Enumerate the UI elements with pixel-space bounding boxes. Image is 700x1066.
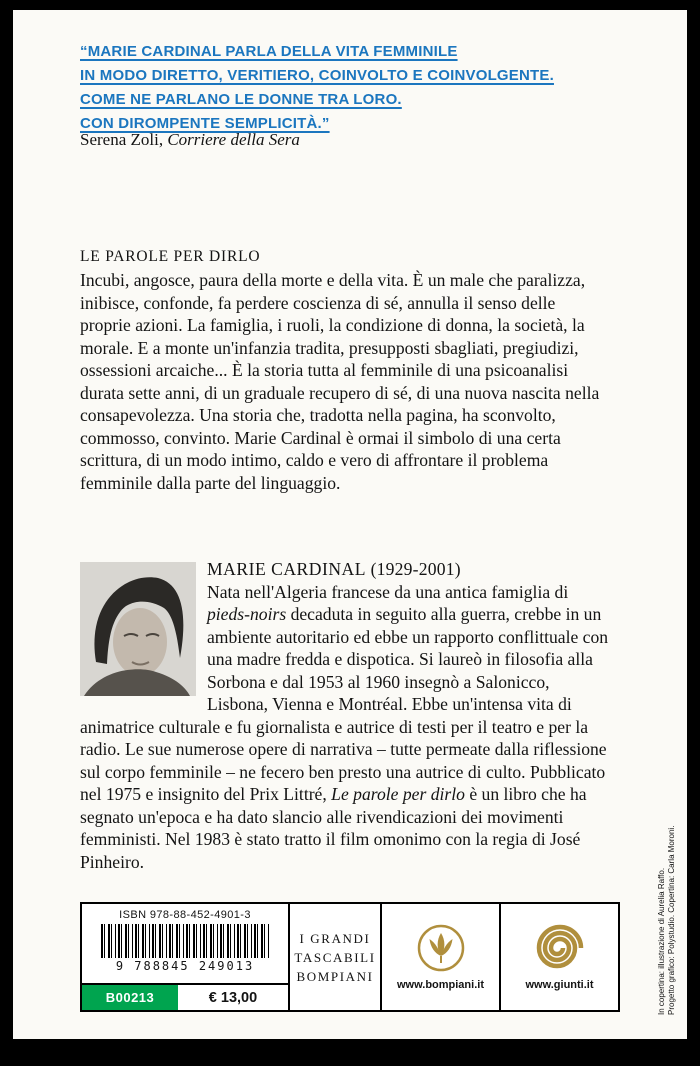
imprint-line: I GRANDI <box>299 930 371 946</box>
author-bio-text: Nata nell'Algeria francese da una antica famiglia di <box>207 581 569 602</box>
bompiani-flower-logo <box>416 923 466 973</box>
isbn-label: ISBN 978-88-452-4901-3 <box>119 909 251 921</box>
author-bio-book-title: Le parole per dirlo <box>331 784 465 804</box>
press-quote-line: IN MODO DIRETTO, VERITIERO, COINVOLTO E COINVOLGENTE. <box>80 67 554 84</box>
credits-line: In copertina: illustrazione di Aurelia Raffo. <box>657 867 666 1015</box>
author-bio-text: decaduta in seguito alla guerra, crebbe in un ambiente autoritario ed ebbe un rapporto conflittuale con una madre fredda e dispotica. Si laureò in filosofia alla Sorbona e dal 1953 al 1960 insegnò a Salonicco, Lisbona, Vienna e Montréal. Ebbe un'intensa vita di animatrice culturale e fu giornalista e autrice di testi per il teatro e per la radio. Le sue numerose opere di narrativa – tutte permeate dalla riflessione sul corpo femminile – ne fecero ben presto una autrice di culto. Pubblicato nel 1975 e insignito del Prix Littré, <box>80 604 609 804</box>
author-bio-italic-term: pieds-noirs <box>207 604 287 624</box>
bompiani-url: www.bompiani.it <box>397 979 484 991</box>
imprint-line: TASCABILI <box>294 949 376 965</box>
press-quote-line: COME NE PARLANO LE DONNE TRA LORO. <box>80 91 402 108</box>
author-bio-text: è un libro che ha segnato un'epoca e ha dato slancio alle rivendicazioni dei movimenti femministi. Nel 1983 è stato tratto il film omonimo con la regia di José Pinheiro. <box>80 784 587 872</box>
price-label: € 13,00 <box>208 989 258 1006</box>
giunti-column <box>499 904 618 1010</box>
author-years: (1929-2001) <box>366 559 461 579</box>
credits-text <box>657 826 677 1015</box>
author-name: MARIE CARDINAL <box>207 559 366 579</box>
quote-attribution <box>80 130 300 150</box>
synopsis-text: Incubi, angosce, paura della morte e della vita. È un male che paralizza, inibisce, confonde, fa perdere coscienza di sé, annulla il senso delle proprie azioni. La famiglia, i ruoli, la condizione di donna, la società, la morale. E a monte un'infanzia tradita, presupposti sbagliati, pregiudizi, ossessioni arcaiche... È la storia tutta al femminile di una psicoanalisi durata sette anni, di un graduale recupero di sé, di una nuova nascita nella consapevolezza. Una storia che, tradotta nella pagina, ha sconvolto, commosso, convinto. Marie Cardinal è ormai il simbolo di una certa scrittura, di un modo intimo, caldo e vero di affrontare il problema femminile dalla parte del linguaggio. <box>80 270 600 493</box>
cover-paper <box>13 10 687 1039</box>
credits-vertical <box>657 825 676 1016</box>
price-row <box>82 983 288 1010</box>
barcode <box>101 924 269 958</box>
press-quote-line: “MARIE CARDINAL PARLA DELLA VITA FEMMINILE <box>80 43 458 60</box>
book-title-heading: LE PAROLE PER DIRLO <box>80 248 261 265</box>
barcode-column <box>82 904 288 1010</box>
author-portrait-illustration <box>80 562 196 696</box>
author-photo <box>80 562 196 696</box>
bompiani-column <box>380 904 499 1010</box>
quote-attribution-source: Corriere della Sera <box>167 130 300 149</box>
imprint-column <box>288 904 380 1010</box>
giunti-spiral-logo <box>535 923 585 973</box>
press-quote <box>80 40 620 136</box>
giunti-url: www.giunti.it <box>525 979 594 991</box>
barcode-digits: 9 788845 249013 <box>115 959 255 973</box>
product-code-badge: B00213 <box>82 985 178 1010</box>
press-quote-line: CON DIROMPENTE SEMPLICITÀ.” <box>80 115 330 132</box>
credits-line: Progetto grafico: Polystudio. Copertina: Carla Moroni. <box>667 825 676 1015</box>
quote-attribution-name: Serena Zoli, <box>80 130 168 149</box>
author-section <box>80 558 610 873</box>
imprint-line: BOMPIANI <box>296 968 374 984</box>
barcode-panel <box>80 902 620 1012</box>
